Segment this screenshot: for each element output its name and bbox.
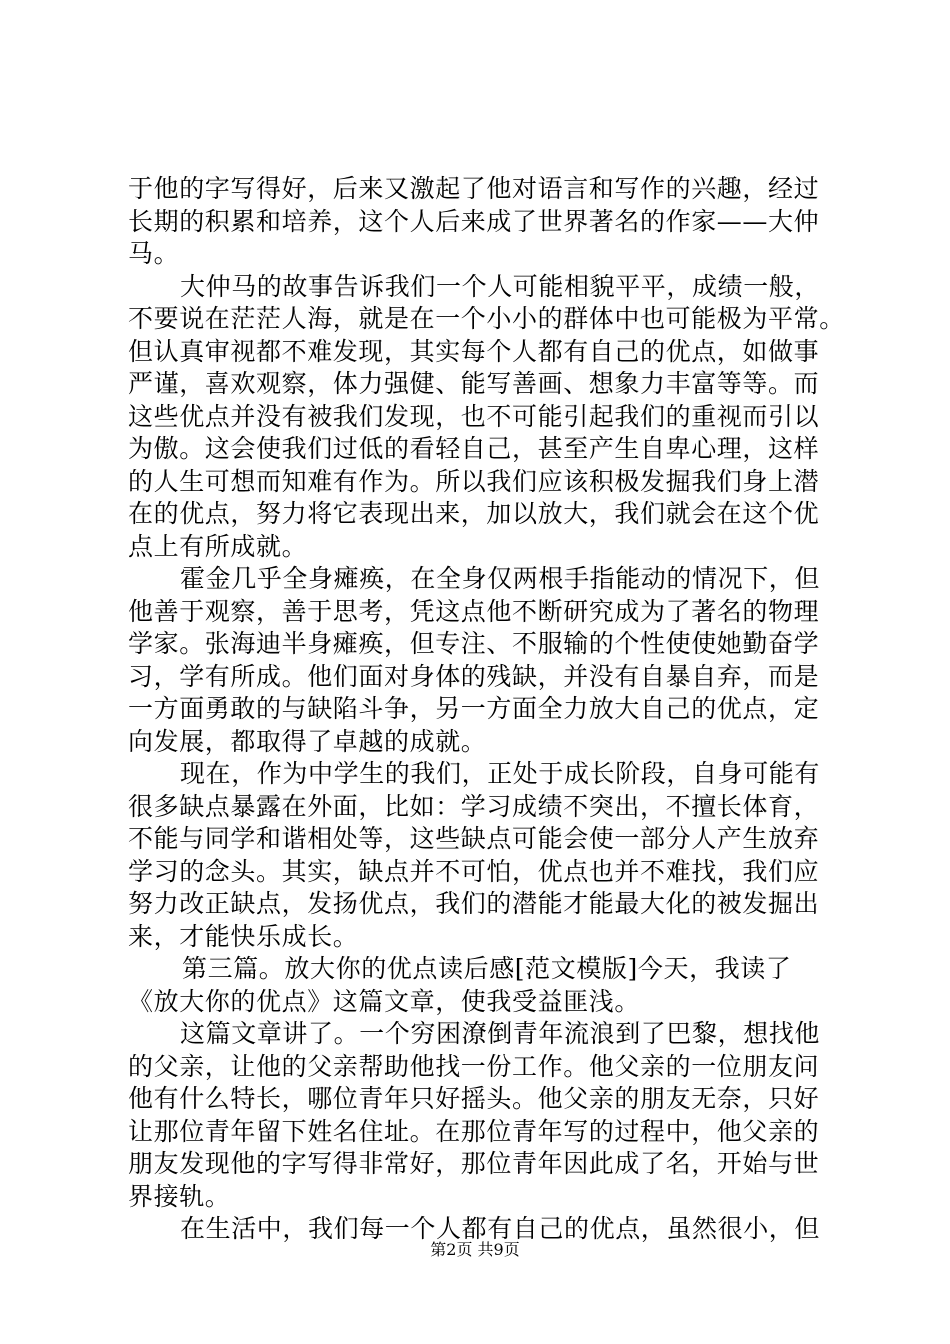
text-line: 马。 — [128, 239, 180, 268]
text-line: 在的优点，努力将它表现出来，加以放大，我们就会在这个优 — [128, 499, 820, 528]
paragraph-start-line: 现在，作为中学生的我们，正处于成长阶段，自身可能有 — [180, 759, 821, 788]
text-line: 努力改正缺点，发扬优点，我们的潜能才能最大化的被发掘出 — [128, 889, 820, 918]
text-line: 这些优点并没有被我们发现，也不可能引起我们的重视而引以 — [128, 401, 820, 431]
text-line: 他善于观察，善于思考，凭这点他不断研究成为了著名的物理 — [128, 596, 820, 626]
text-line: 的人生可想而知难有作为。所以我们应该积极发掘我们身上潜 — [128, 466, 820, 496]
text-line: 但认真审视都不难发现，其实每个人都有自己的优点，如做事 — [128, 336, 820, 366]
text-line: 一方面勇敢的与缺陷斗争，另一方面全力放大自己的优点，定 — [128, 694, 820, 723]
text-line: 界接轨。 — [128, 1181, 231, 1211]
text-line: 来，才能快乐成长。 — [128, 921, 359, 951]
paragraph-start-line: 大仲马的故事告诉我们一个人可能相貌平平，成绩一般， — [180, 271, 821, 301]
text-line: 不要说在茫茫人海，就是在一个小小的群体中也可能极为平常。 — [128, 304, 845, 333]
section-heading-line: 第三篇。放大你的优点读后感[范文模版]今天，我读了 — [182, 954, 792, 983]
text-line: 的父亲，让他的父亲帮助他找一份工作。他父亲的一位朋友问 — [128, 1051, 820, 1081]
text-line: 严谨，喜欢观察，体力强健、能写善画、想象力丰富等等。而 — [128, 369, 820, 398]
text-line: 他有什么特长，哪位青年只好摇头。他父亲的朋友无奈，只好 — [128, 1084, 820, 1113]
text-line: 学家。张海迪半身瘫痪，但专注、不服输的个性使使她勤奋学 — [128, 629, 820, 658]
paragraph-start-line: 在生活中，我们每一个人都有自己的优点，虽然很小，但 — [180, 1214, 821, 1243]
text-line: 于他的字写得好，后来又激起了他对语言和写作的兴趣，经过 — [128, 174, 820, 203]
text-line: 点上有所成就。 — [128, 531, 308, 561]
text-line: 很多缺点暴露在外面，比如：学习成绩不突出，不擅长体育， — [128, 791, 820, 821]
text-line: 《放大你的优点》这篇文章，使我受益匪浅。 — [128, 986, 641, 1016]
page-footer — [0, 1240, 950, 1260]
text-line: 让那位青年留下姓名住址。在那位青年写的过程中，他父亲的 — [128, 1116, 820, 1146]
document-body — [128, 173, 848, 1246]
paragraph-start-line: 霍金几乎全身瘫痪，在全身仅两根手指能动的情况下，但 — [180, 564, 821, 593]
page-number-label: 第2页 共9页 — [430, 1240, 520, 1259]
text-line: 不能与同学和谐相处等，这些缺点可能会使一部分人产生放弃 — [128, 824, 820, 853]
paragraph-start-line: 这篇文章讲了。一个穷困潦倒青年流浪到了巴黎，想找他 — [180, 1019, 821, 1048]
text-line: 长期的积累和培养，这个人后来成了世界著名的作家——大仲 — [128, 206, 820, 236]
text-line: 为傲。这会使我们过低的看轻自己，甚至产生自卑心理，这样 — [128, 434, 820, 463]
text-line: 向发展，都取得了卓越的成就。 — [128, 726, 487, 756]
text-line: 学习的念头。其实，缺点并不可怕，优点也并不难找，我们应 — [128, 856, 820, 886]
text-line: 习，学有所成。他们面对身体的残缺，并没有自暴自弃，而是 — [128, 661, 820, 691]
text-line: 朋友发现他的字写得非常好，那位青年因此成了名，开始与世 — [128, 1149, 820, 1178]
